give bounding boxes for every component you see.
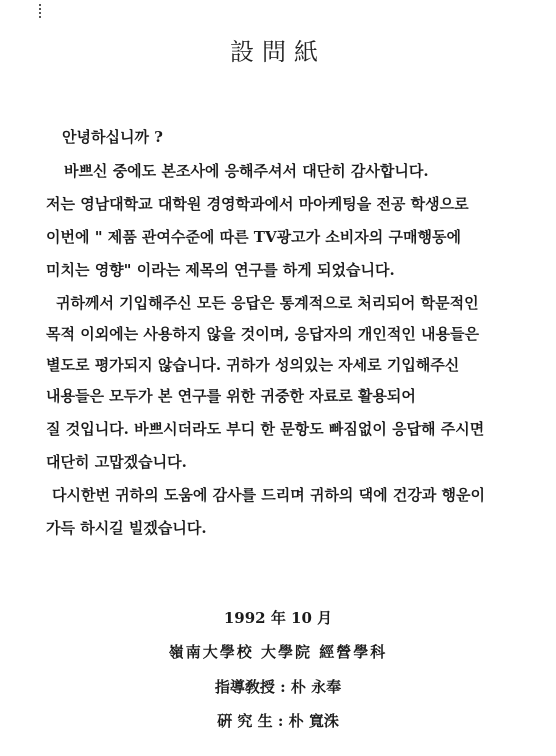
body-line: 이번에 " 제품 관여수준에 따른 TV광고가 소비자의 구매행동에 bbox=[46, 228, 461, 246]
body-line: 내용들은 모두가 본 연구를 위한 귀중한 자료로 활용되어 bbox=[46, 387, 416, 405]
researcher-line: 硏 究 生 : 朴 寬洙 bbox=[217, 712, 339, 730]
body-line: 가득 하시길 빌겠습니다. bbox=[46, 519, 207, 537]
body-line: 바쁘신 중에도 본조사에 응해주셔서 대단히 감사합니다. bbox=[64, 162, 429, 180]
letter-date: 1992 年 10 月 bbox=[223, 609, 333, 627]
advisor-line: 指導敎授 : 朴 永奉 bbox=[214, 678, 342, 696]
page-title: 設問紙 bbox=[230, 38, 326, 66]
body-line: 목적 이외에는 사용하지 않을 것이며, 응답자의 개인적인 내용들은 bbox=[46, 325, 480, 343]
affiliation-line: 嶺南大學校 大學院 經營學科 bbox=[168, 643, 388, 661]
body-line: 귀하께서 기입해주신 모든 응답은 통계적으로 처리되어 학문적인 bbox=[56, 294, 479, 312]
body-line: 미치는 영향" 이라는 제목의 연구를 하게 되었습니다. bbox=[46, 261, 395, 279]
body-line: 다시한번 귀하의 도움에 감사를 드리며 귀하의 댁에 건강과 행운이 bbox=[52, 486, 486, 504]
body-line: 질 것입니다. 바쁘시더라도 부디 한 문항도 빠짐없이 응답해 주시면 bbox=[46, 420, 485, 438]
body-line: 별도로 평가되지 않습니다. 귀하가 성의있는 자세로 기입해주신 bbox=[46, 356, 460, 374]
corner-mark bbox=[39, 4, 45, 18]
body-line: 저는 영남대학교 대학원 경영학과에서 마아케팅을 전공 학생으로 bbox=[46, 195, 469, 213]
body-line: 대단히 고맙겠습니다. bbox=[46, 453, 187, 471]
greeting-line: 안녕하십니까 ? bbox=[62, 128, 163, 146]
